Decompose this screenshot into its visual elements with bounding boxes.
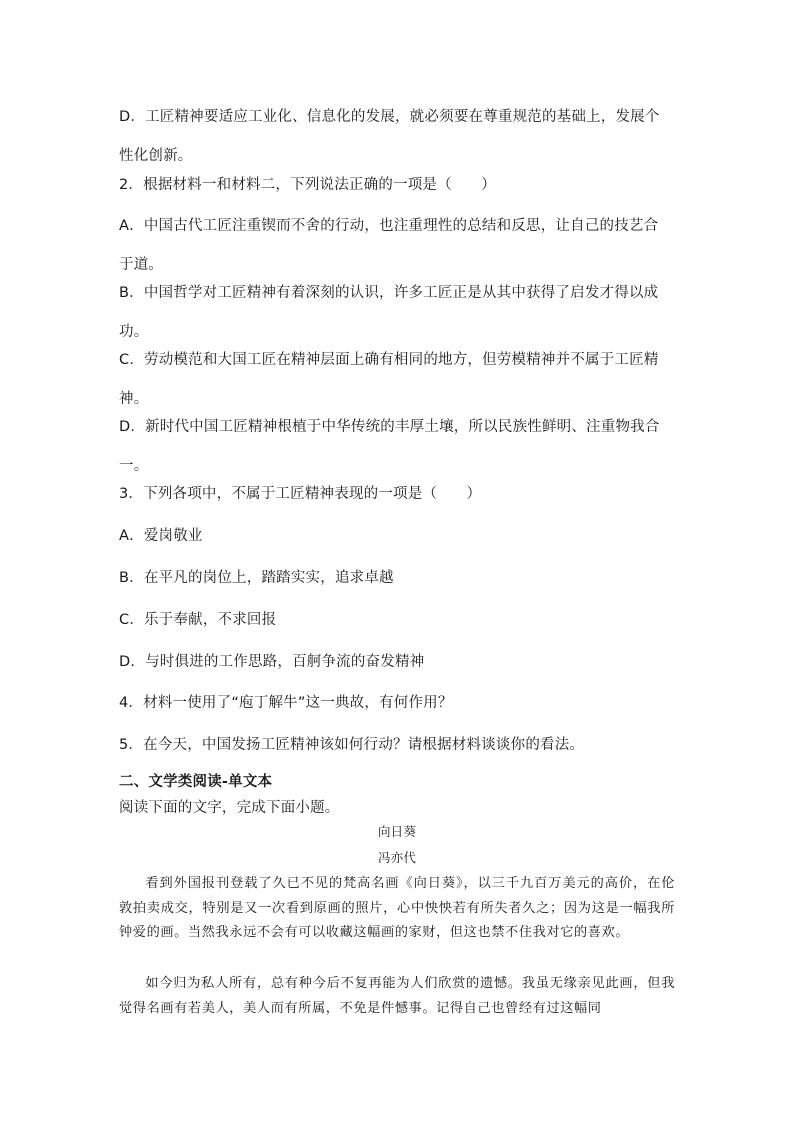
q2-option-c-line1: C．劳动模范和大国工匠在精神层面上确有相同的地方，但劳模精神并不属于工匠精	[119, 352, 659, 368]
passage-body	[119, 872, 675, 1021]
passage-title: 向日葵	[377, 824, 417, 839]
q2-option-d-line2: 一。	[119, 458, 149, 474]
q5-stem: 5．在今天，中国发扬工匠精神该如何行动？请根据材料谈谈你的看法。	[119, 737, 585, 753]
q3-option-d: D．与时俱进的工作思路，百舸争流的奋发精神	[119, 654, 425, 670]
q3-option-c: C．乐于奉献，不求回报	[119, 612, 277, 628]
q2-option-c-line2: 神。	[119, 391, 149, 407]
passage-author: 冯亦代	[377, 850, 417, 865]
section2-instruction: 阅读下面的文字，完成下面小题。	[119, 800, 340, 816]
q2-stem: 2．根据材料一和材料二，下列说法正确的一项是（ ）	[119, 177, 496, 193]
q3-stem: 3．下列各项中，不属于工匠精神表现的一项是（ ）	[119, 486, 482, 502]
q3-option-b: B．在平凡的岗位上，踏踏实实，追求卓越	[119, 570, 394, 586]
q2-option-b-line1: B．中国哲学对工匠精神有着深刻的认识，许多工匠正是从其中获得了启发才得以成	[119, 285, 659, 301]
q2-option-a-line2: 于道。	[119, 257, 164, 273]
passage-paragraph-2: 如今归为私人所有，总有种今后不复再能为人们欣赏的遗憾。我虽无缘亲见此画，但我觉得名画有若美人，美人而有所属，不免是件憾事。记得自己也曾经有过这幅同	[119, 976, 675, 1016]
q2-option-b-line2: 功。	[119, 324, 149, 340]
q3-option-a: A．爱岗敬业	[119, 528, 203, 544]
q1-option-d-line2: 性化创新。	[119, 148, 193, 164]
section2-heading: 二、文学类阅读-单文本	[119, 774, 273, 790]
q1-option-d-line1: D．工匠精神要适应工业化、信息化的发展，就必须要在尊重规范的基础上，发展个	[119, 109, 660, 125]
q4-stem: 4．材料一使用了“庖丁解牛”这一典故，有何作用？	[119, 695, 453, 711]
passage-paragraph-1: 看到外国报刊登载了久已不见的梵高名画《向日葵》，以三千九百万美元的高价，在伦敦拍卖成交，特别是又一次看到原画的照片，心中怏怏若有所失者久之；因为这是一幅我所钟爱的画。当然我永远不会有可以收藏这幅画的家财，但这也禁不住我对它的喜欢。	[119, 876, 675, 940]
q2-option-a-line1: A．中国古代工匠注重锲而不舍的行动，也注重理性的总结和反思，让自己的技艺合	[119, 218, 659, 234]
q2-option-d-line1: D．新时代中国工匠精神根植于中华传统的丰厚土壤，所以民族性鲜明、注重物我合	[119, 419, 660, 435]
